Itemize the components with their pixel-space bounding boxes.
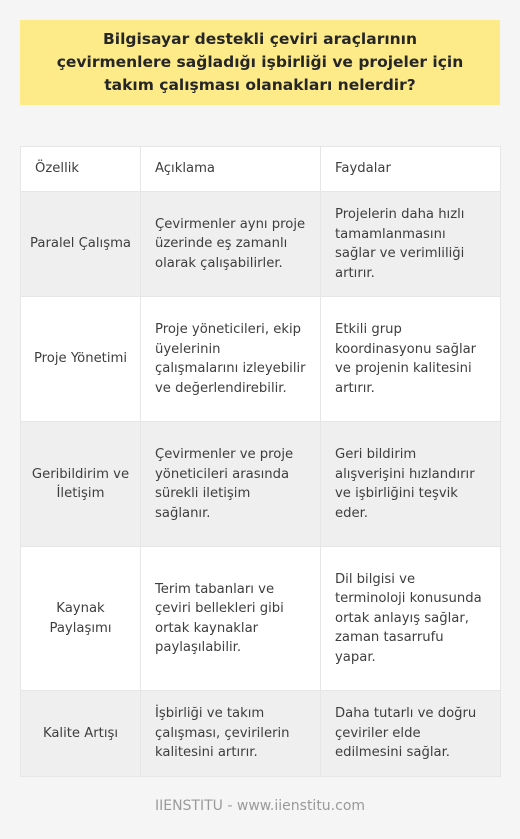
footer-credit: IIENSTITU - www.iienstitu.com bbox=[154, 798, 366, 814]
table-row bbox=[21, 691, 501, 777]
feature-cell: Geribildirim ve İletişim bbox=[21, 422, 141, 547]
features-table bbox=[20, 146, 501, 777]
benefit-cell: Geri bildirim alışverişini hızlandırır ve işbirliğini teşvik eder. bbox=[321, 422, 501, 547]
title-banner bbox=[20, 20, 500, 105]
page-title: Bilgisayar destekli çeviri araçlarının çevirmenlere sağladığı işbirliği ve projeler için takım çalışması olanakları nelerdir? bbox=[56, 30, 464, 94]
description-cell: Proje yöneticileri, ekip üyelerinin çalışmalarını izleyebilir ve değerlendirebilir. bbox=[141, 297, 321, 422]
benefit-cell: Etkili grup koordinasyonu sağlar ve projenin kalitesini artırır. bbox=[321, 297, 501, 422]
table-header-row bbox=[21, 147, 501, 192]
feature-cell: Kaynak Paylaşımı bbox=[21, 547, 141, 691]
table-row bbox=[21, 192, 501, 297]
feature-cell: Paralel Çalışma bbox=[21, 192, 141, 297]
header-description: Açıklama bbox=[141, 147, 321, 192]
table-row bbox=[21, 422, 501, 547]
header-feature: Özellik bbox=[21, 147, 141, 192]
benefit-cell: Projelerin daha hızlı tamamlanmasını sağlar ve verimliliği artırır. bbox=[321, 192, 501, 297]
benefit-cell: Daha tutarlı ve doğru çeviriler elde edilmesini sağlar. bbox=[321, 691, 501, 777]
table-row bbox=[21, 547, 501, 691]
table-row bbox=[21, 297, 501, 422]
description-cell: Terim tabanları ve çeviri bellekleri gibi ortak kaynaklar paylaşılabilir. bbox=[141, 547, 321, 691]
header-benefit: Faydalar bbox=[321, 147, 501, 192]
benefit-cell: Dil bilgisi ve terminoloji konusunda ortak anlayış sağlar, zaman tasarrufu yapar. bbox=[321, 547, 501, 691]
description-cell: İşbirliği ve takım çalışması, çevirilerin kalitesini artırır. bbox=[141, 691, 321, 777]
feature-cell: Proje Yönetimi bbox=[21, 297, 141, 422]
description-cell: Çevirmenler ve proje yöneticileri arasında sürekli iletişim sağlanır. bbox=[141, 422, 321, 547]
description-cell: Çevirmenler aynı proje üzerinde eş zamanlı olarak çalışabilirler. bbox=[141, 192, 321, 297]
feature-cell: Kalite Artışı bbox=[21, 691, 141, 777]
